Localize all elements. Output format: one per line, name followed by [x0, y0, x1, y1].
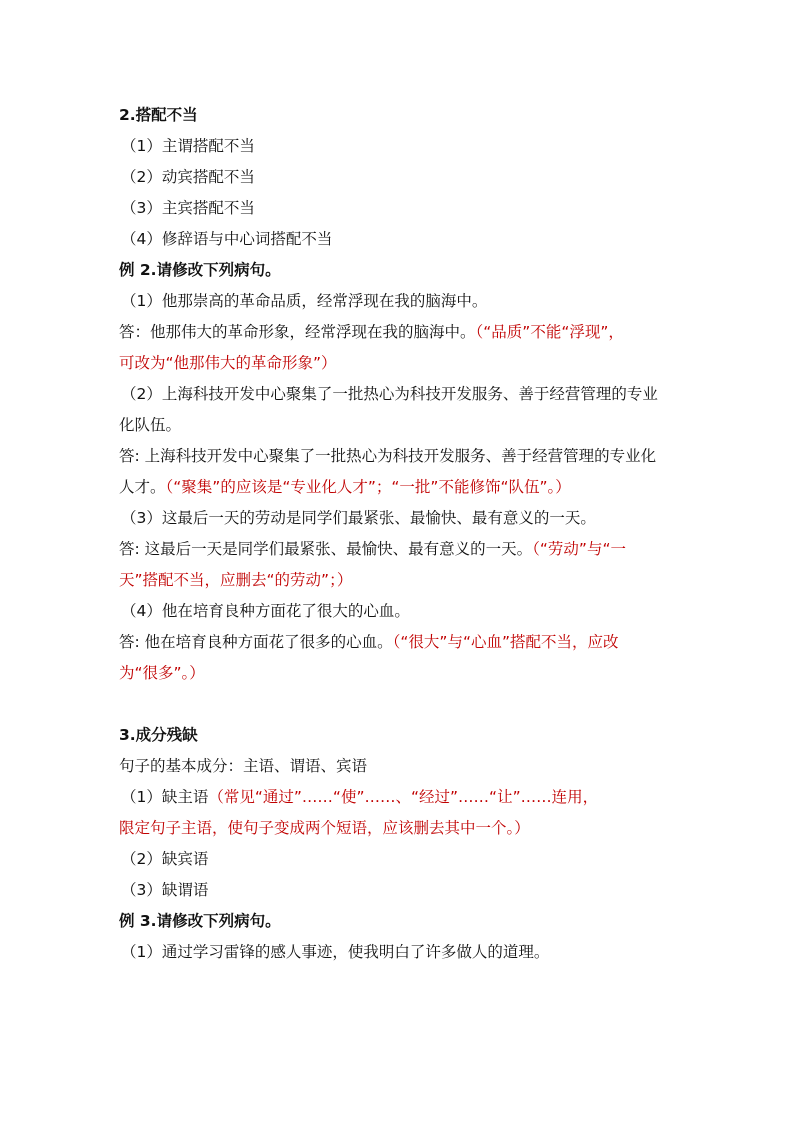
answer-note: （“很大”与“心血”搭配不当，应改	[392, 633, 619, 651]
question-text: （4）他在培育良种方面花了很大的心血。	[121, 602, 410, 620]
list-item: （2）缺宾语	[121, 850, 209, 868]
answer-line	[119, 472, 694, 503]
answer-note: （“劳动”与“一	[532, 540, 626, 558]
answer-text: 人才。	[119, 478, 166, 496]
answer-note: 为“很多”。）	[119, 664, 205, 682]
list-item: （4）修辞语与中心词搭配不当	[121, 230, 333, 248]
answer-note: （“聚集”的应该是“专业化人才”；“一批”不能修饰“队伍”。）	[165, 478, 571, 496]
answer-text: 答: 上海科技开发中心聚集了一批热心为科技开发服务、善于经营管理的专业化	[119, 447, 657, 465]
question-text: （3）这最后一天的劳动是同学们最紧张、最愉快、最有意义的一天。	[121, 509, 596, 527]
list-item: （3）缺谓语	[121, 881, 209, 899]
section-heading: 2.搭配不当	[119, 106, 198, 124]
section-heading: 3.成分残缺	[119, 726, 198, 744]
answer-line	[119, 317, 694, 348]
document-content	[119, 100, 694, 968]
question-text: （1）他那崇高的革命品质，经常浮现在我的脑海中。	[121, 292, 488, 310]
example-heading: 例 2.请修改下列病句。	[119, 261, 281, 279]
answer-note: （“品质”不能“浮现”，	[475, 323, 624, 341]
example-heading: 例 3.请修改下列病句。	[119, 912, 281, 930]
question-text: （1）通过学习雷锋的感人事迹，使我明白了许多做人的道理。	[121, 943, 550, 961]
question-text: （2）上海科技开发中心聚集了一批热心为科技开发服务、善于经营管理的专业	[121, 385, 658, 403]
list-item: （1）主谓搭配不当	[121, 137, 255, 155]
list-item	[119, 782, 694, 813]
answer-line	[119, 627, 694, 658]
answer-text: 答: 这最后一天是同学们最紧张、最愉快、最有意义的一天。	[119, 540, 533, 558]
answer-text: 答: 他在培育良种方面花了很多的心血。	[119, 633, 393, 651]
list-item-note: （常见“通过”……“使”……、“经过”……“让”……连用，	[208, 788, 599, 806]
list-item: （2）动宾搭配不当	[121, 168, 255, 186]
question-text: 化队伍。	[119, 416, 182, 434]
answer-note: 可改为“他那伟大的革命形象”）	[119, 354, 337, 372]
list-item: （3）主宾搭配不当	[121, 199, 255, 217]
intro-text: 句子的基本成分：主语、谓语、宾语	[119, 757, 368, 775]
answer-line	[119, 534, 694, 565]
list-item-label: （1）缺主语	[121, 788, 209, 806]
answer-text: 答：他那伟大的革命形象，经常浮现在我的脑海中。	[119, 323, 476, 341]
section-spacer	[119, 689, 694, 720]
answer-note: 天”搭配不当，应删去“的劳动”；）	[119, 571, 353, 589]
list-item-note: 限定句子主语，使句子变成两个短语，应该删去其中一个。）	[119, 819, 530, 837]
